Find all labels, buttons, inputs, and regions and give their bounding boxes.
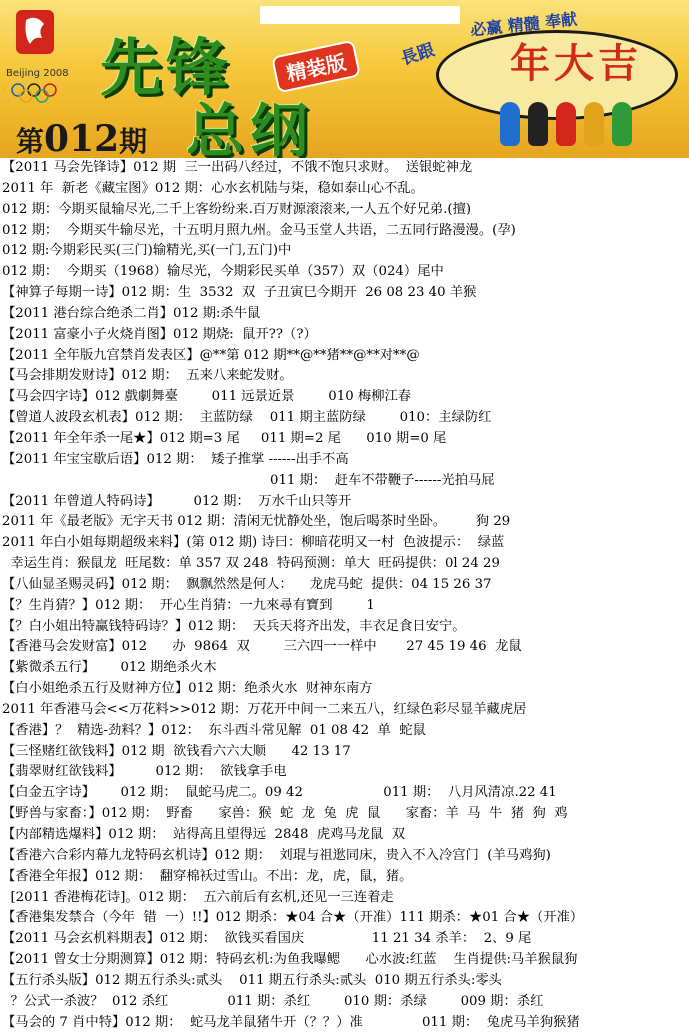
text-line: 012 期：今期买鼠输尽光,二千上客纷纷来.百万财源滚滚来,一人五个好兄弟.(擅) [2,201,472,217]
text-line: 【马会排期发财诗】012 期： 五来八来蛇发财。 [2,368,293,384]
mascot-huanhuan-icon [556,102,576,146]
title-sub: 总纲 [186,97,315,158]
text-line: ？公式一杀波？ 012 杀红 011 期：杀红 010 期：杀绿 009 期：杀红 [2,993,544,1009]
text-line: 【？白小姐出特赢钱特码诗？】012 期： 天兵天将齐出发，丰衣足食日安宁。 [2,618,466,634]
text-line: 【曾道人波段玄机表】012 期： 主蓝防绿 011 期主蓝防绿 010：主绿防红 [2,410,492,426]
mascot-nini-icon [612,102,632,146]
text-line: 【白小姐绝杀五行及财神方位】012 期：绝杀火水 财神东南方 [2,681,373,697]
text-line: 【2011 马会先锋诗】012 期 三一出码八经过，不饿不饱只求财。 送银蛇神龙 [2,160,473,175]
text-line: 011 期： 赶车不带鞭子------光拍马屁 [270,472,495,488]
text-line: 【香港马会发财富】012 办 9864 双 三六四一一样中 27 45 19 46 龙鼠 [2,639,522,655]
text-line: 【2011 港台综合绝杀二肖】012 期:杀牛鼠 [2,305,261,321]
text-line: 【神算子每期一诗】012 期：生 3532 双 子丑寅巳今期开 26 08 23 40 羊猴 [2,285,477,301]
text-line: 012 期： 今期买（1968）输尽光，今期彩民买单（357）双（024）尾中 [2,264,444,280]
text-line: 012 期： 今期买牛输尽光，十五明月照九州。金马玉堂人共语，二五同行路漫漫。(孕) [2,222,516,238]
text-line: 【香港集发禁合（今年 错 一）!!】012 期杀：★04 合★（开准）111 期杀：★01 合★（开准） [2,910,584,926]
text-line: 【2011 马会玄机料期表】012 期： 欲钱买看国庆 11 21 34 杀羊： 2、9 尾 [2,931,532,947]
new-year-text: 年大吉 [510,40,642,87]
text-line: 【内部精选爆料】012 期： 站得高且望得远 2848 虎鸡马龙鼠 双 [2,827,406,842]
olympic-caption: Beijing 2008 [6,68,69,79]
text-line: [2011 香港梅花诗]。012 期： 五六前后有玄机,还见一三连着走 [2,889,394,905]
edition-badge: 精装版 [271,40,361,94]
mascot-jingjing-icon [528,102,548,146]
mascot-beibei-icon [500,102,520,146]
mascot-yingying-icon [584,102,604,146]
banner-blank-strip [260,6,460,24]
header-banner [0,0,689,158]
text-line: 2011 年 新老《藏宝图》012 期：心水玄机陆与柒，稳如泰山心不乱。 [2,180,424,196]
text-line: 【2011 年全年杀一尾★】012 期=3 尾 011 期=2 尾 010 期=0 尾 [2,430,447,446]
text-line: 【马会四字诗】012 戲劇舞臺 011 远景近景 010 梅柳江春 [2,389,412,405]
text-line: 【2011 富豪小子火烧肖图】012 期烧: 鼠开??（?） [2,326,317,342]
text-line: 【2011 年曾道人特码诗】 012 期： 万水千山只等开 [2,493,352,509]
text-line: 幸运生肖：猴鼠龙 旺尾数：单 357 双 248 特码预测：单大 旺码提供：0l 24 29 [2,556,500,572]
text-line: 2011 年香港马会<<万花料>>012 期：万花开中间一二来五八，红绿色彩尽显羊藏虎居 [2,701,527,717]
text-line: 【白金五字诗】 012 期： 鼠蛇马虎二。09 42 011 期： 八月风清凉.22 41 [2,785,557,801]
issue-label [16,118,147,158]
text-line: 2011 年白小姐每期超级来料】(第 012 期) 诗曰：柳暗花明又一村 色波提示： 绿蓝 [2,535,505,551]
text-line: 【野兽与家畜：】012 期： 野畜 家兽：猴 蛇 龙 兔 虎 鼠 家畜：羊 马 牛 猪 狗 鸡 [2,806,568,822]
olympic-emblem-icon [14,8,56,66]
text-line: 【2011 曾女士分期测算】012 期：特码玄机:为鱼我曝鳃 心水波:红蓝 生肖提供:马羊猴鼠狗 [2,952,578,968]
text-line: 【香港全年报】012 期： 翻穿棉袄过雪山。不出：龙，虎，鼠，猪。 [2,868,413,884]
title-main: 先锋 [100,31,233,104]
text-line: 2011 年《最老版》无字天书 012 期：清闲无忧静处坐，饱后喝茶时坐卧。 狗 29 [2,514,511,530]
issue-number: 012 [44,118,120,158]
text-line: 【2011 全年版九宫禁肖发表区】@**第 012 期**@**猪**@**对**@ [2,347,420,363]
text-line: 012 期:今期彩民买(三门)输精光,买(一门,五门)中 [2,243,292,259]
slogan-secondary: 長跟 [398,40,438,70]
issue-suffix: 期 [119,125,148,158]
text-line: 【香港六合彩内幕九龙特码玄机诗】012 期： 刘琨与祖逖同床，贵入不入冷宫门 (羊马鸡狗) [2,847,551,863]
issue-prefix: 第 [16,125,45,158]
text-line: 【五行杀头版】012 期五行杀头:贰头 011 期五行杀头:贰头 010 期五行杀头:零头 [2,972,502,988]
slogan: 必赢 精髓 奉献 [469,9,578,40]
prediction-text-body [0,158,689,1033]
olympic-rings-icon [10,82,60,104]
text-line: 【三怪赌红欲钱料】012 期 欲钱看六六大顺 42 13 17 [2,743,351,759]
text-line: 【？生肖猜？】012 期： 开心生肖猜：一九來尋有寶到 1 [2,597,375,613]
text-line: 【翡翠财红欲钱料】 012 期： 欲钱拿手电 [2,764,287,780]
text-line: 【香港】？ 精选-劲料？】012： 东斗西斗常见解 01 08 42 单 蛇鼠 [2,722,426,738]
text-line: 【紫微杀五行】 012 期绝杀火木 [2,660,217,676]
text-line: 【八仙显圣赐灵码】012 期： 飘飘然然是何人： 龙虎马蛇 提供：04 15 26 37 [2,576,492,592]
text-line: 【马会的 7 肖中特】012 期： 蛇马龙羊鼠猪牛开（？？）准 011 期： 兔虎马羊狗猴猪 [2,1014,580,1030]
text-line: 【2011 年宝宝歇后语】012 期： 矮子推掌 ------出手不高 [2,451,349,467]
